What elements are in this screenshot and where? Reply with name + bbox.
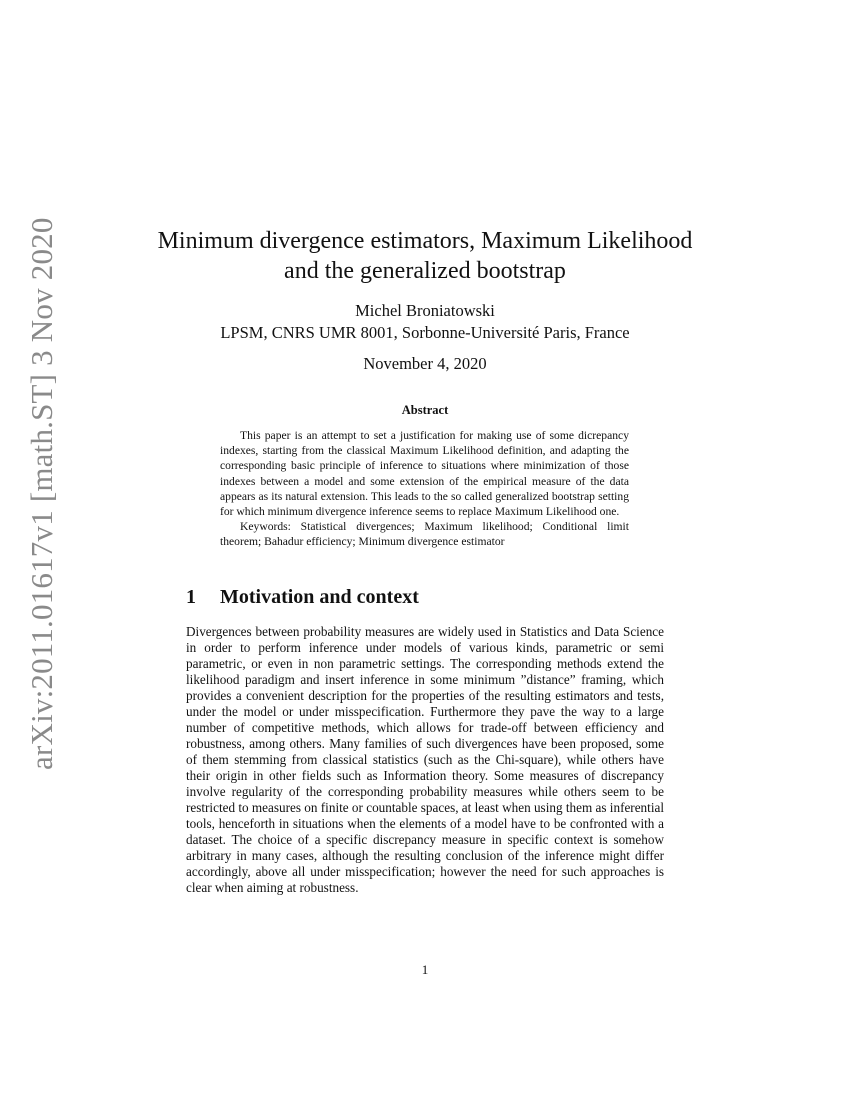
author-affiliation: LPSM, CNRS UMR 8001, Sorbonne-Université Paris, France [220,323,630,342]
arxiv-identifier-stamp: arXiv:2011.01617v1 [math.ST] 3 Nov 2020 [24,217,59,770]
section-title: Motivation and context [220,586,419,608]
abstract-keywords: Keywords: Statistical divergences; Maximum likelihood; Conditional limit theorem; Bahadur efficiency; Minimum divergence estimator [220,520,629,549]
paper-date: November 4, 2020 [363,354,487,373]
author-name: Michel Broniatowski [355,301,495,320]
page-number: 1 [421,962,429,977]
paper-title: Minimum divergence estimators, Maximum Likelihood and the generalized bootstrap [157,228,693,284]
author-block [150,300,700,344]
abstract-heading: Abstract [401,403,449,417]
abstract-text: This paper is an attempt to set a justification for making use of some dicrepancy indexes, starting from the classical Maximum Likelihood definition, and adapting the corresponding basic principle of inference to situations where minimization of those indexes between a model and some extension of the empirical measure of the data appears as its natural extension. This leads to the so called generalized bootstrap setting for which minimum divergence inference seems to replace Maximum Likelihood one. [220,429,629,519]
section-body-paragraph: Divergences between probability measures are widely used in Statistics and Data Science in order to perform inference under models of various kinds, parametric or semi parametric, or even in non parametric settings. The corresponding methods extend the likelihood paradigm and insert inference in some minimum ”distance” framing, which provides a convenient description for the properties of the resulting estimators and tests, under the model or under misspecification. Furthermore they pave the way to a large number of competitive methods, which allows for trade-off between efficiency and robustness, among others. Many families of such divergences have been proposed, some of them stemming from classical statistics (such as the Chi-square), while others have their origin in other fields such as Information theory. Some measures of discrepancy involve regularity of the corresponding probability measures while others seem to be restricted to measures on finite or countable spaces, at least when using them as inferential tools, henceforth in situations when the elements of a model have to be confronted with a dataset. The choice of a specific discrepancy measure in specific context is somehow arbitrary in many cases, although the resulting conclusion of the inference might differ accordingly, above all under misspecification; however the need for such approaches is clear when aiming at robustness. [186,624,664,895]
section-number: 1 [186,586,196,608]
abstract-body [220,428,629,550]
section-heading [186,586,419,609]
